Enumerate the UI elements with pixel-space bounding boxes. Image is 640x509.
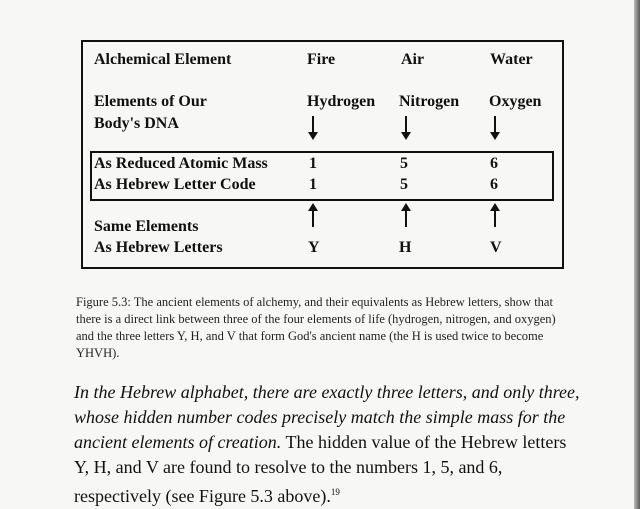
letters-label-line2: As Hebrew Letters — [94, 239, 223, 256]
code-value-2: 5 — [400, 176, 408, 193]
figure-caption: Figure 5.3: The ancient elements of alchemy, and their equivalents as Hebrew letters, show that there is a direct link between three of the four elements of life (hydrogen, nitrogen, and oxygen) and the three letters Y, H, and V that form God's ancient name (the H is used twice to become YHVH). — [76, 295, 556, 360]
dna-label-line1: Elements of Our — [94, 93, 207, 110]
mass-label: As Reduced Atomic Mass — [94, 155, 268, 172]
body-italic-text: In the Hebrew alphabet, there are exactly three letters, and only three, whose hidden number codes precisely match the simple mass for the ancient elements of creation. — [74, 382, 580, 452]
letters-label-line1: Same Elements — [94, 218, 199, 235]
body-regular-text: The hidden value of the Hebrew letters Y, H, and V are found to resolve to the numbers 1, 5, and 6, respectively (see Figure 5.3 above). — [74, 432, 567, 506]
dna-hydrogen: Hydrogen — [307, 93, 376, 110]
mass-value-1: 1 — [309, 155, 317, 172]
up-arrow-icon — [494, 205, 496, 227]
dna-nitrogen: Nitrogen — [399, 93, 460, 110]
dna-oxygen: Oxygen — [489, 93, 542, 110]
down-arrow-icon — [405, 116, 407, 138]
code-value-1: 1 — [309, 176, 317, 193]
code-value-3: 6 — [490, 176, 498, 193]
up-arrow-icon — [405, 205, 407, 227]
letter-h: H — [399, 239, 412, 256]
mass-value-2: 5 — [400, 155, 408, 172]
up-arrow-icon — [312, 205, 314, 227]
header-alchemical-element: Alchemical Element — [94, 51, 232, 68]
header-fire: Fire — [307, 51, 336, 68]
down-arrow-icon — [494, 116, 496, 138]
header-air: Air — [401, 51, 425, 68]
code-label: As Hebrew Letter Code — [94, 176, 256, 193]
down-arrow-icon — [312, 116, 314, 138]
letter-y: Y — [308, 239, 320, 256]
body-paragraph — [74, 380, 580, 509]
page-edge — [634, 0, 640, 509]
dna-label-line2: Body's DNA — [94, 115, 179, 132]
mass-value-3: 6 — [490, 155, 498, 172]
footnote-ref: 19 — [330, 487, 340, 497]
letter-v: V — [490, 239, 502, 256]
header-water: Water — [490, 51, 533, 68]
